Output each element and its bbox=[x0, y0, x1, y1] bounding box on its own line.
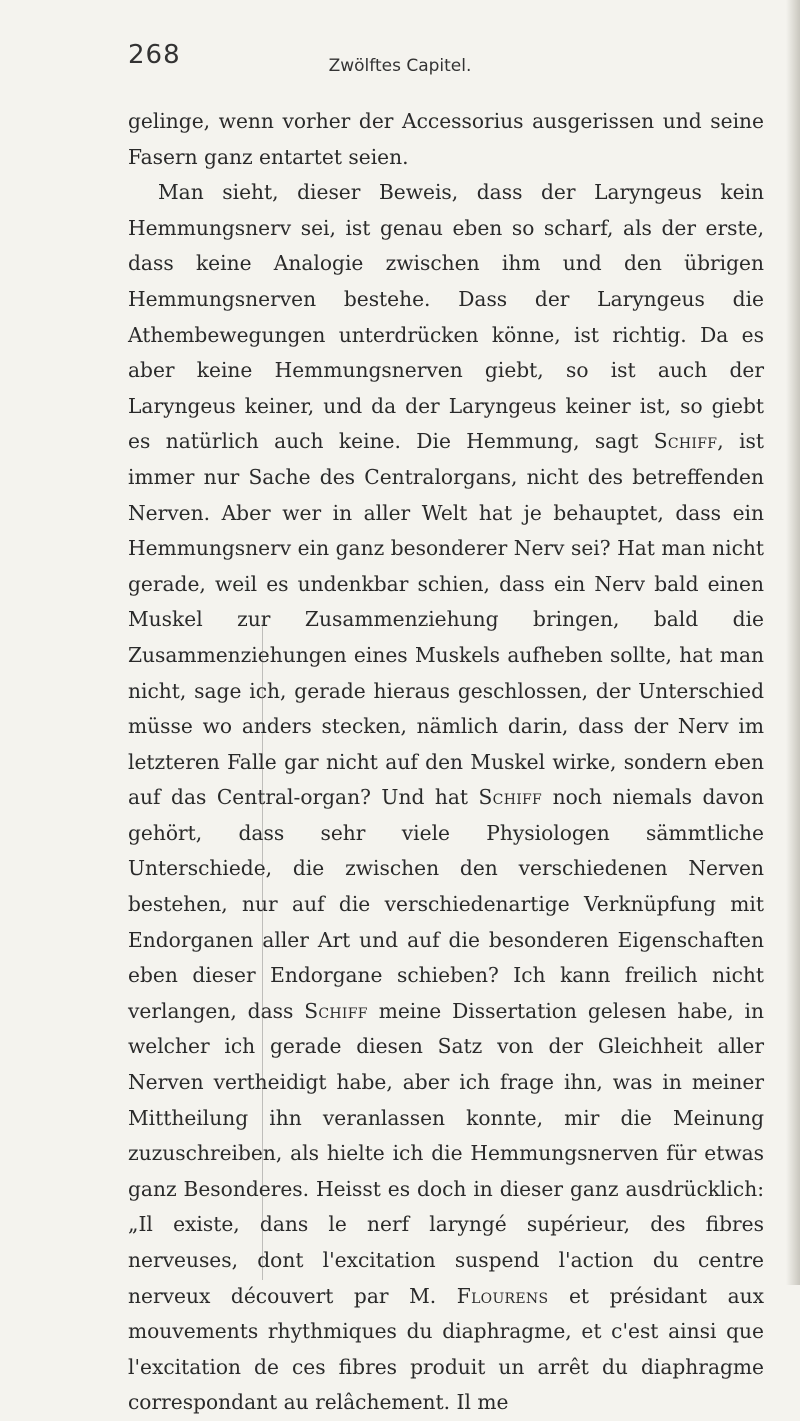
text-run: et présidant aux mouvements rhythmiques du diaphragme, et c'est ainsi que l'excitation de ces fibres produit un arrêt du diaphragme correspondant au relâchement. Il me bbox=[128, 1283, 764, 1415]
page-edge-shadow bbox=[786, 0, 800, 1285]
page-crease bbox=[262, 620, 263, 1280]
paragraph bbox=[128, 175, 764, 1421]
paragraph-continued bbox=[128, 104, 764, 175]
running-head: Zwölftes Capitel. bbox=[328, 56, 472, 76]
page-number: 268 bbox=[128, 40, 181, 70]
text-run: Man sieht, dieser Beweis, dass der Laryngeus kein Hemmungsnerv sei, ist genau eben so scharf, als der erste, dass keine Analogie zwischen ihm und den übrigen Hemmungsnerven bestehe. Dass der Laryngeus die Athembewegungen unterdrücken könne, ist richtig. Da es aber keine Hemmungsnerven giebt, so ist auch der Laryngeus keiner, und da der Laryngeus keiner ist, so giebt es natürlich auch keine. Die Hemmung, sagt bbox=[128, 180, 764, 454]
author-name: Schiff bbox=[653, 429, 718, 454]
paragraph-text: gelinge, wenn vorher der Accessorius ausgerissen und seine Fasern ganz entartet seien. bbox=[128, 109, 764, 169]
author-name: Schiff bbox=[478, 785, 543, 810]
text-run: , ist immer nur Sache des Centralorgans, nicht des betreffenden Nerven. Aber wer in aller Welt hat je behauptet, dass ein Hemmungsnerv ein ganz besonderer Nerv sei? Hat man nicht gerade, weil es undenkbar schien, dass ein Nerv bald einen Muskel zur Zusammenziehung bringen, bald die Zusammenziehungen eines Muskels aufheben sollte, hat man nicht, sage ich, gerade hieraus geschlossen, der Unterschied müsse wo anders stecken, nämlich darin, dass der Nerv im letzteren Falle gar nicht auf den Muskel wirke, sondern eben auf das Central-organ? Und hat bbox=[128, 429, 765, 810]
body-text bbox=[128, 104, 764, 1421]
text-run: noch niemals davon gehört, dass sehr viele Physiologen sämmtliche Unterschiede, die zwischen den verschiedenen Nerven bestehen, nur auf die verschiedenartige Verknüpfung mit Endorganen aller Art und auf die besonderen Eigenschaften eben dieser Endorgane schieben? Ich kann freilich nicht verlangen, dass bbox=[128, 785, 764, 1023]
author-name: Flourens bbox=[456, 1283, 549, 1308]
text-run: meine Dissertation gelesen habe, in welcher ich gerade diesen Satz von der Gleichheit aller Nerven vertheidigt habe, aber ich frage ihn, was in meiner Mittheilung ihn veranlassen konnte, mir die Meinung zuzuschreiben, als hielte ich die Hemmungsnerven für etwas ganz Besonderes. Heisst es doch in dieser ganz ausdrücklich: „Il existe, dans le nerf laryngé supérieur, des fibres nerveuses, dont l'excitation suspend l'action du centre nerveux découvert par M. bbox=[128, 998, 765, 1308]
author-name: Schiff bbox=[304, 998, 368, 1023]
